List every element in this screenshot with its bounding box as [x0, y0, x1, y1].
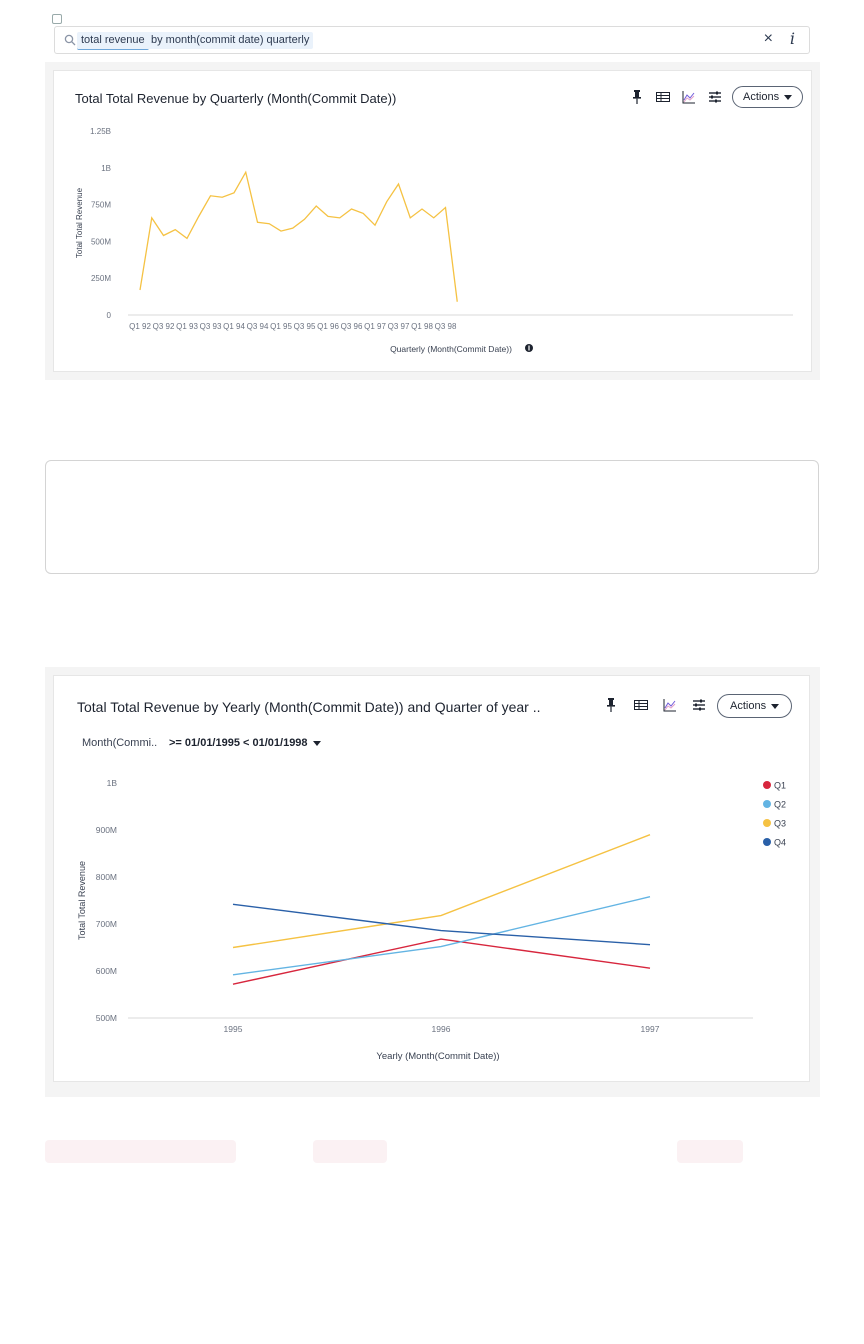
series-line-q2	[233, 897, 650, 975]
legend-swatch	[763, 838, 771, 846]
x-tick-label: 1997	[640, 1024, 660, 1034]
x-tick-label: Q3 92	[152, 322, 175, 331]
y-tick-label: 1.25B	[90, 127, 111, 136]
table-icon[interactable]	[654, 86, 672, 108]
y-tick-label: 800M	[95, 872, 117, 882]
chart2-plot	[53, 760, 808, 1070]
legend-swatch	[763, 800, 771, 808]
x-tick-label: Q3 94	[246, 322, 269, 331]
y-tick-label: 600M	[95, 966, 117, 976]
empty-text-widget[interactable]	[45, 460, 819, 574]
x-tick-label: Q3 96	[340, 322, 363, 331]
chart2-title: Total Total Revenue by Yearly (Month(Commit Date)) and Quarter of year ..	[77, 699, 541, 715]
pin-icon[interactable]	[628, 86, 646, 108]
x-tick-label: Q1 95	[270, 322, 292, 331]
loading-placeholder	[313, 1140, 387, 1163]
legend-swatch	[763, 819, 771, 827]
close-icon[interactable]: ×	[763, 30, 773, 47]
x-tick-label: Q1 98	[411, 322, 433, 331]
x-tick-label: Q3 98	[434, 322, 457, 331]
filter-column-label: Month(Commi..	[82, 737, 158, 749]
x-tick-label: Q1 97	[364, 322, 386, 331]
loading-placeholder	[677, 1140, 743, 1163]
y-tick-label: 0	[106, 311, 111, 320]
settings-icon[interactable]	[706, 86, 724, 108]
chart-icon[interactable]	[680, 86, 698, 108]
table-icon[interactable]	[632, 694, 650, 716]
chart1-title: Total Total Revenue by Quarterly (Month(Commit Date))	[75, 91, 397, 106]
chart-icon[interactable]	[661, 694, 679, 716]
x-axis-label: Quarterly (Month(Commit Date))	[390, 344, 512, 354]
x-tick-label: Q3 97	[387, 322, 410, 331]
actions-label: Actions	[730, 700, 767, 712]
panel-drag-handle[interactable]	[52, 14, 62, 24]
y-tick-label: 900M	[95, 825, 117, 835]
chart1-plot	[53, 110, 810, 365]
chevron-down-icon	[313, 741, 321, 746]
legend-label: Q1	[774, 780, 787, 791]
info-icon[interactable]: i	[789, 29, 795, 48]
y-tick-label: 500M	[95, 1013, 117, 1023]
series-line	[140, 172, 457, 302]
loading-placeholder	[45, 1140, 236, 1163]
pin-icon[interactable]	[602, 694, 620, 716]
x-tick-label: Q3 93	[199, 322, 222, 331]
y-tick-label: 500M	[90, 237, 111, 247]
actions-button[interactable]	[732, 86, 803, 108]
x-tick-label: 1995	[223, 1024, 243, 1034]
y-axis-label: Total Total Revenue	[75, 187, 84, 259]
y-tick-label: 700M	[95, 919, 117, 929]
search-token-measure[interactable]: total revenue	[77, 32, 149, 50]
actions-label: Actions	[743, 91, 780, 103]
legend-label: Q4	[774, 837, 787, 848]
chart2-toolbar	[600, 694, 792, 718]
chevron-down-icon	[771, 704, 779, 709]
filter-value-text: >= 01/01/1995 < 01/01/1998	[169, 737, 308, 749]
x-axis-label: Yearly (Month(Commit Date))	[376, 1051, 500, 1062]
legend-label: Q3	[774, 818, 787, 829]
search-icon	[64, 34, 76, 46]
y-tick-label: 750M	[90, 200, 111, 210]
x-tick-label: Q1 92	[129, 322, 151, 331]
x-tick-label: Q1 94	[223, 322, 245, 331]
filter-value-dropdown[interactable]	[169, 737, 321, 749]
search-token-groupby[interactable]: by month(commit date) quarterly	[147, 32, 313, 49]
x-tick-label: Q1 96	[317, 322, 339, 331]
y-tick-label: 1B	[101, 163, 111, 173]
chevron-down-icon	[784, 95, 792, 100]
x-tick-label: 1996	[431, 1024, 451, 1034]
y-tick-label: 1B	[106, 778, 117, 788]
search-bar[interactable]	[54, 26, 810, 54]
chart1-toolbar	[626, 86, 798, 108]
legend-swatch	[763, 781, 771, 789]
legend-label: Q2	[774, 799, 787, 810]
x-tick-label: Q1 93	[176, 322, 198, 331]
x-tick-label: Q3 95	[293, 322, 316, 331]
actions-button[interactable]	[717, 694, 792, 718]
y-axis-label: Total Total Revenue	[77, 861, 87, 940]
settings-icon[interactable]	[690, 694, 708, 716]
y-tick-label: 250M	[90, 274, 111, 284]
